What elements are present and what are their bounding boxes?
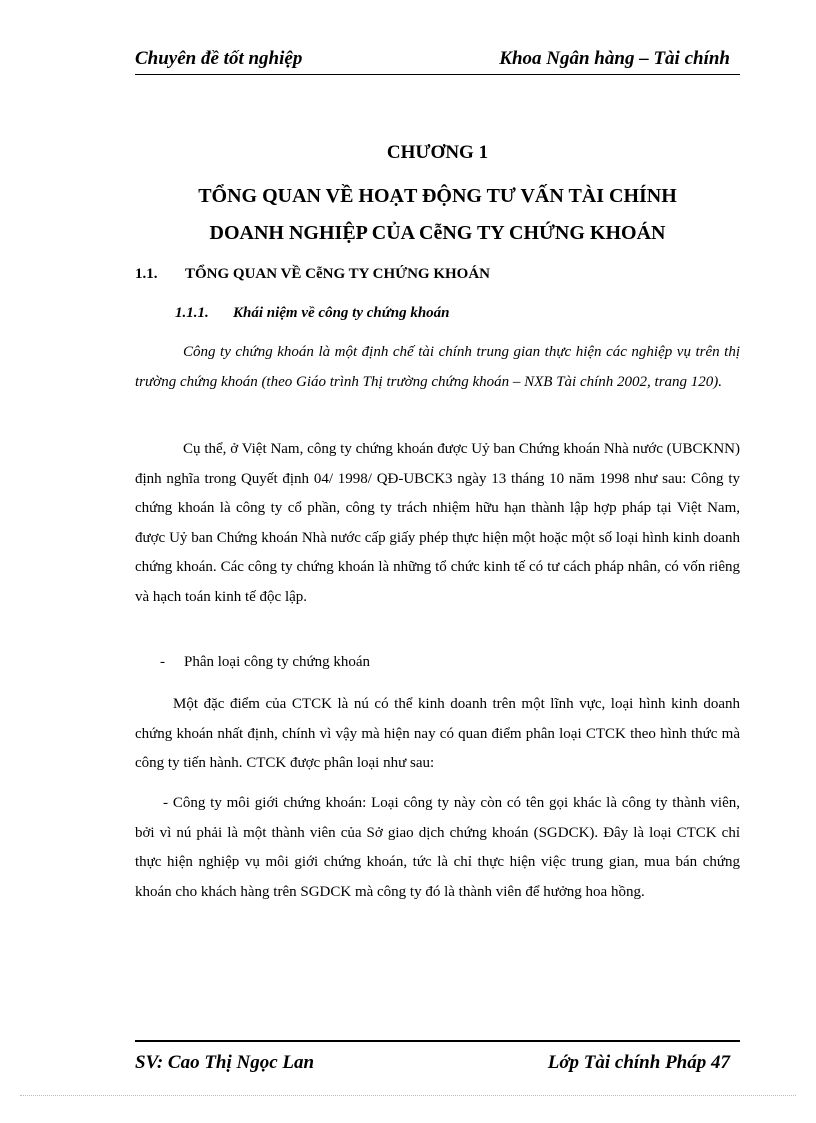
paragraph-definition: Công ty chứng khoán là một định chế tài chính trung gian thực hiện các nghiệp vụ trên thị trường chứng khoán (theo Giáo trình Thị trường chứng khoán – NXB Tài chính 2002, trang 120).	[135, 344, 740, 390]
header-right: Khoa Ngân hàng – Tài chính	[499, 48, 730, 69]
chapter-title-line-1: TỔNG QUAN VỀ HOẠT ĐỘNG TƯ VẤN TÀI CHÍNH	[198, 185, 677, 207]
paragraph-vietnam-definition: Cụ thể, ở Việt Nam, công ty chứng khoán được Uỷ ban Chứng khoán Nhà nước (UBCKNN) định nghĩa trong Quyết định 04/ 1998/ QĐ-UBCK3 ngày 13 tháng 10 năm 1998 như sau: Công ty chứng khoán là công ty cổ phần, công ty trách nhiệm hữu hạn thành lập hợp pháp tại Việt Nam, được Uỷ ban Chứng khoán Nhà nước cấp giấy phép thực hiện một hoặc một số loại hình kinh doanh chứng khoán. Các công ty chứng khoán là những tổ chức kinh tế có tư cách pháp nhân, có vốn riêng và hạch toán kinh tế độc lập.	[135, 441, 740, 605]
header-left: Chuyên đề tốt nghiệp	[135, 48, 303, 69]
footer-left: SV: Cao Thị Ngọc Lan	[135, 1052, 315, 1073]
bullet-text: Phân loại công ty chứng khoán	[184, 654, 371, 670]
section-number: 1.1.	[135, 266, 158, 282]
page-header	[135, 46, 740, 75]
page-footer	[135, 1040, 740, 1082]
footer-right: Lớp Tài chính Pháp 47	[547, 1052, 730, 1073]
bullet-dash: -	[160, 654, 165, 670]
page-edge-divider	[20, 1095, 796, 1096]
paragraph-classification: Một đặc điểm của CTCK là nú có thể kinh doanh trên một lĩnh vực, loại hình kinh doanh chứng khoán nhất định, chính vì vậy mà hiện nay có quan điểm phân loại CTCK theo hình thức mà công ty tiến hành. CTCK được phân loại như sau:	[135, 696, 740, 771]
subsection-title: Khái niệm về công ty chứng khoán	[233, 305, 450, 321]
paragraph-brokerage: - Công ty môi giới chứng khoán: Loại công ty này còn có tên gọi khác là công ty thành viên, bởi vì nú phải là một thành viên của Sở giao dịch chứng khoán (SGDCK). Đây là loại CTCK chỉ thực hiện nghiệp vụ môi giới chứng khoán, tức là chỉ thực hiện việc trung gian, mua bán chứng khoán cho khách hàng trên SGDCK mà công ty đó là thành viên để hưởng hoa hồng.	[135, 795, 740, 900]
section-title: TỔNG QUAN VỀ CễNG TY CHỨNG KHOÁN	[185, 266, 491, 282]
chapter-heading: CHƯƠNG 1	[386, 142, 489, 163]
chapter-title-line-2: DOANH NGHIỆP CỦA CễNG TY CHỨNG KHOÁN	[209, 222, 666, 244]
subsection-number: 1.1.1.	[175, 305, 209, 321]
